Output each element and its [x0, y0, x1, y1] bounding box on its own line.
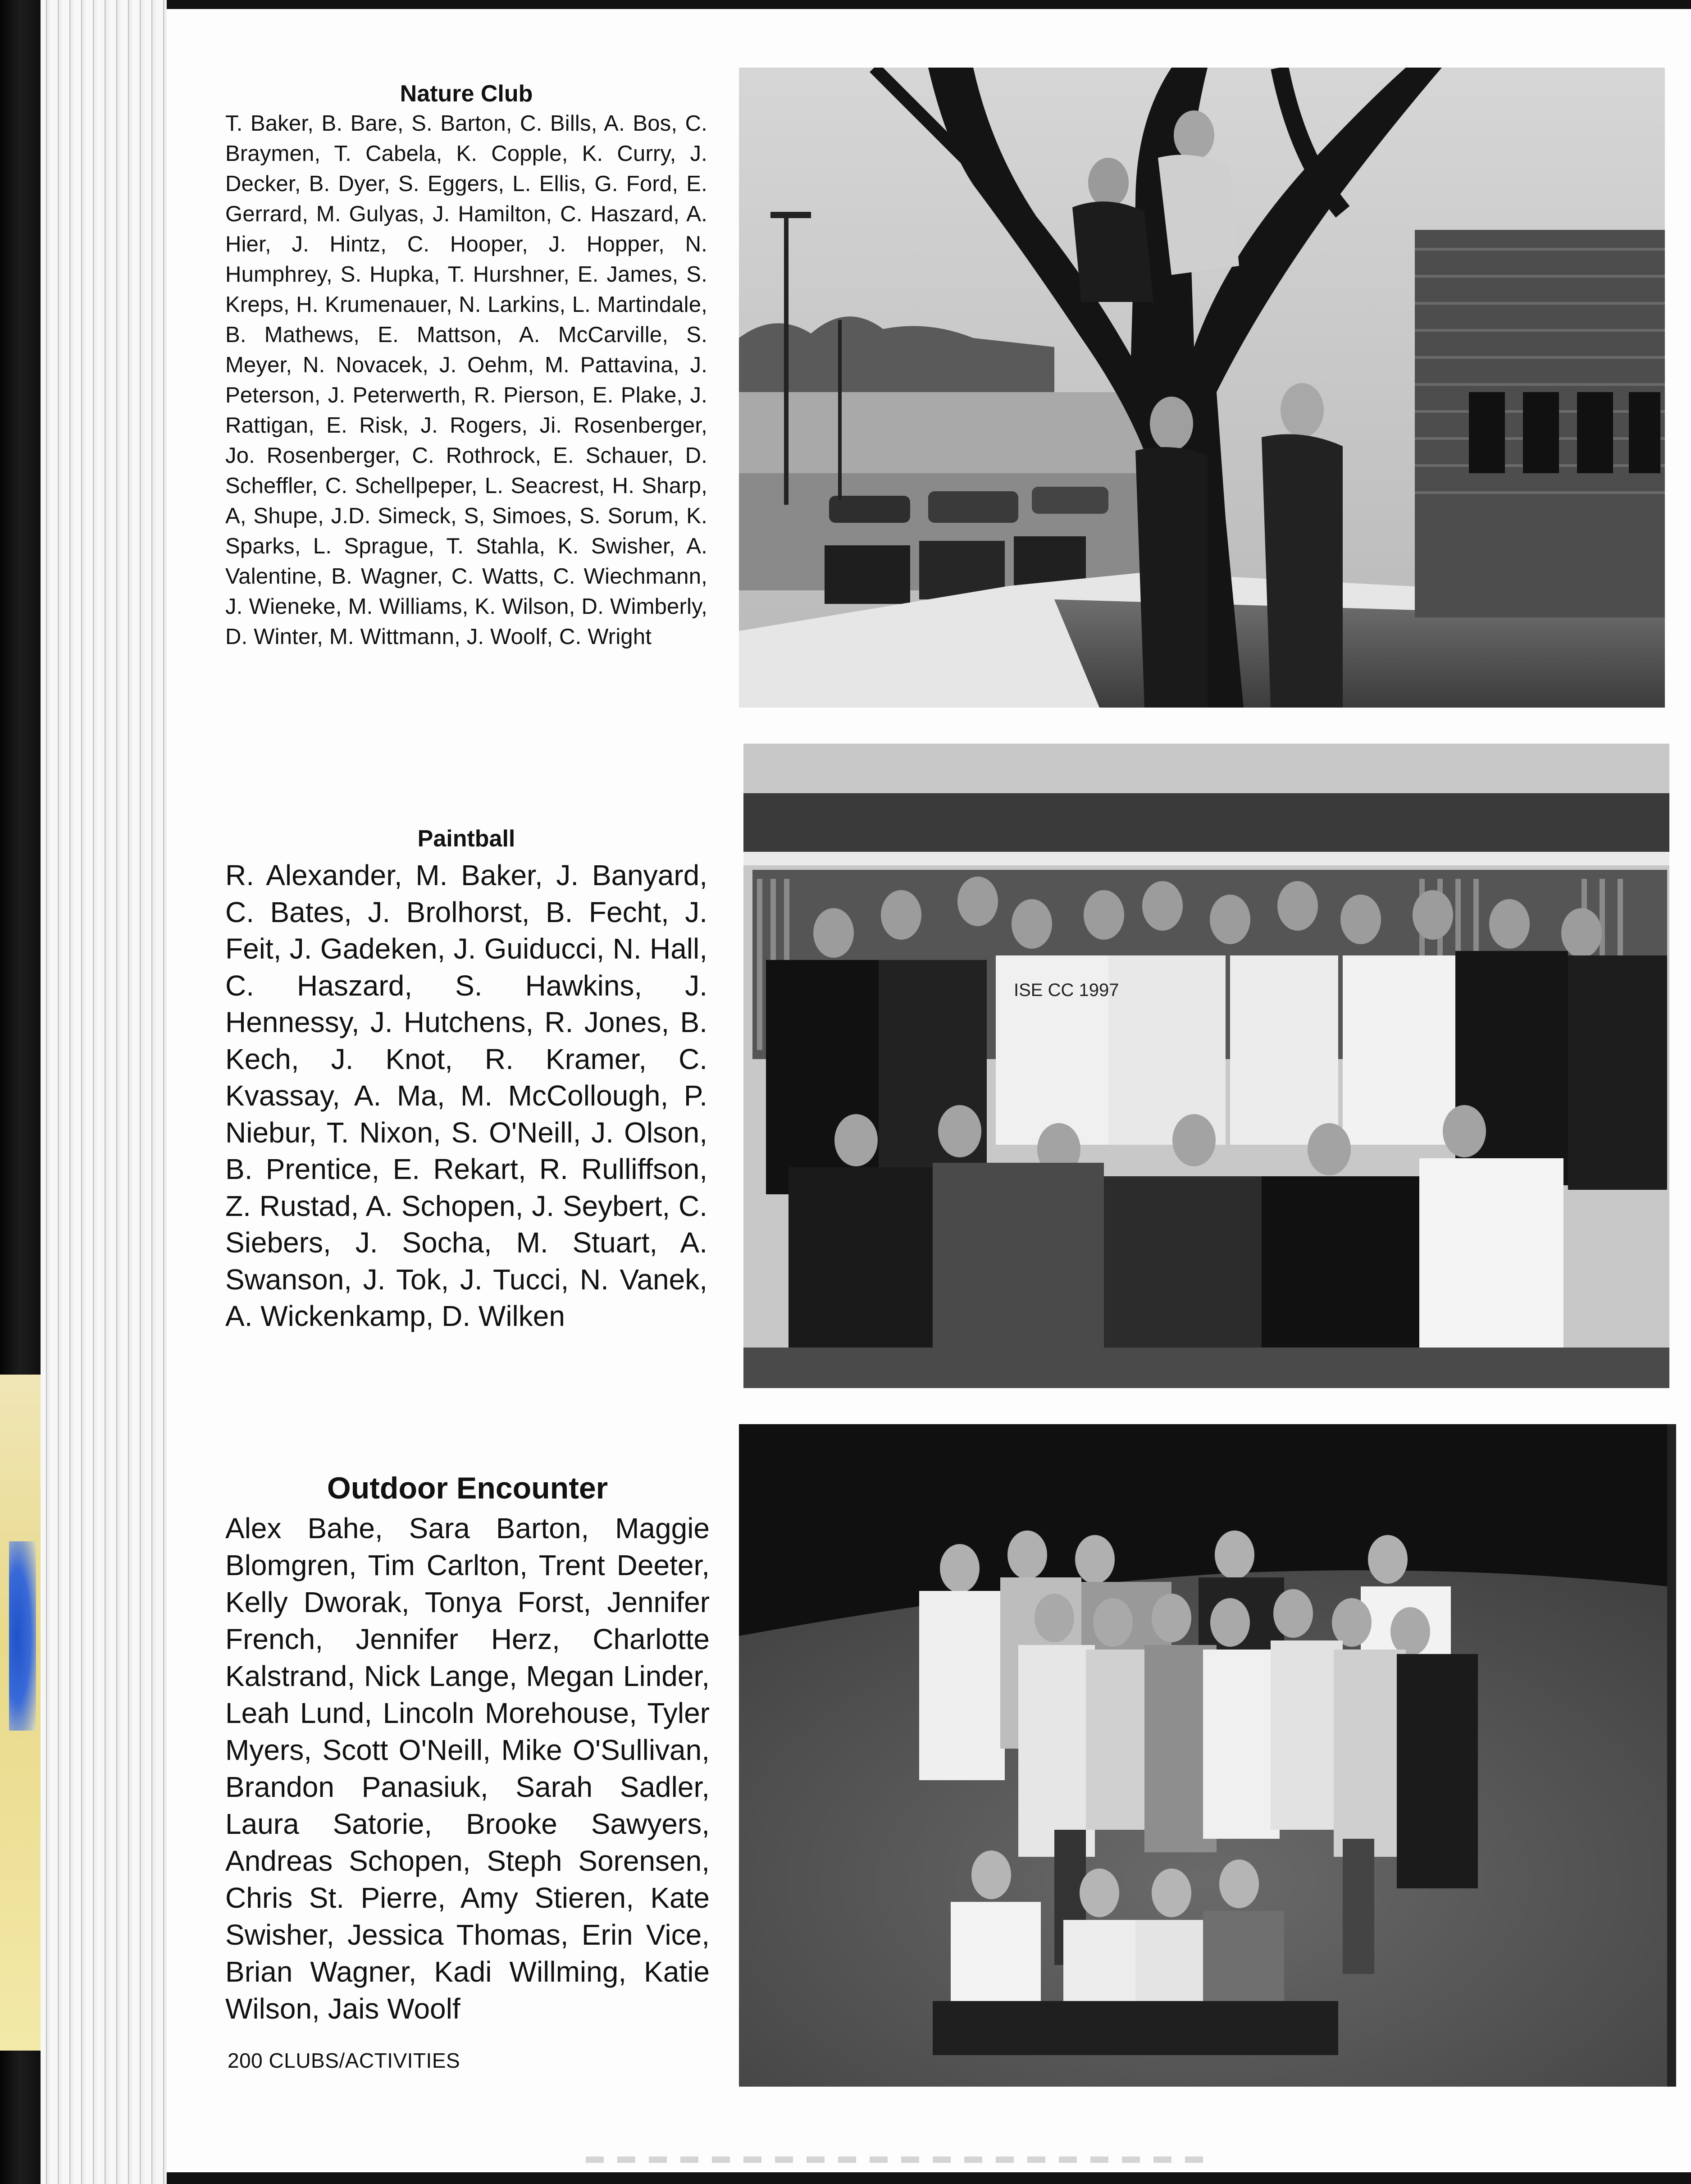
paintball-section — [225, 820, 707, 1335]
page-stack — [41, 0, 171, 2184]
page-edge-blue-mark — [9, 1541, 36, 1731]
nature-club-section — [225, 79, 707, 652]
page-number-footer: 200 CLUBS/ACTIVITIES — [228, 2049, 460, 2072]
paintball-photo — [743, 744, 1669, 1388]
nature-club-roster: T. Baker, B. Bare, S. Barton, C. Bills, A. Bos, C. Braymen, T. Cabela, K. Copple, K. Curry, J. Decker, B. Dyer, S. Eggers, L. Ellis, G. Ford, E. Gerrard, M. Gulyas, J. Hamilton, C. Haszard, A. Hier, J. Hintz, C. Hooper, J. Hopper, N. Humphrey, S. Hupka, T. Hurshner, E. James, S. Kreps, H. Krumenauer, N. Larkins, L. Martindale, B. Mathews, E. Mattson, A. McCarville, S. Meyer, N. Novacek, J. Oehm, M. Pattavina, J. Peterson, J. Peterwerth, R. Pierson, E. Plake, J. Rattigan, E. Risk, J. Rogers, Ji. Rosenberger, Jo. Rosenberger, C. Rothrock, E. Schauer, D. Scheffler, C. Schellpeper, L. Seacrest, H. Sharp, A, Shupe, J.D. Simeck, S, Simoes, S. Sorum, K. Sparks, L. Sprague, T. Stahla, K. Swisher, A. Valentine, B. Wagner, C. Watts, C. Wiechmann, J. Wieneke, M. Williams, K. Wilson, D. Wimberly, D. Winter, M. Wittmann, J. Woolf, C. Wright — [225, 111, 707, 649]
nature-club-photo — [739, 68, 1665, 708]
outdoor-encounter-roster: Alex Bahe, Sara Barton, Maggie Blomgren, Tim Carlton, Trent Deeter, Kelly Dworak, Tonya Forst, Jennifer French, Jennifer Herz, Charlotte Kalstrand, Nick Lange, Megan Linder, Leah Lund, Lincoln Morehouse, Tyler Myers, Scott O'Neill, Mike O'Sullivan, Brandon Panasiuk, Sarah Sadler, Laura Satorie, Brooke Sawyers, Andreas Schopen, Steph Sorensen, Chris St. Pierre, Amy Stieren, Kate Swisher, Jessica Thomas, Erin Vice, Brian Wagner, Kadi Willming, Katie Wilson, Jais Woolf — [225, 1512, 710, 2025]
outdoor-encounter-photo — [739, 1424, 1667, 2087]
outdoor-encounter-heading: Outdoor Encounter — [327, 1471, 608, 1505]
paintball-roster: R. Alexander, M. Baker, J. Banyard, C. Bates, J. Brolhorst, B. Fecht, J. Feit, J. Gadeken, J. Guiducci, N. Hall, C. Haszard, S. Hawkins, J. Hennessy, J. Hutchens, R. Jones, B. Kech, J. Knot, R. Kramer, C. Kvassay, A. Ma, M. McCollough, P. Niebur, T. Nixon, S. O'Neill, J. Olson, B. Prentice, E. Rekart, R. Rulliffson, Z. Rustad, A. Schopen, J. Seybert, C. Siebers, J. Socha, M. Stuart, A. Swanson, J. Tok, J. Tucci, N. Vanek, A. Wickenkamp, D. Wilken — [225, 859, 707, 1332]
nature-club-heading: Nature Club — [400, 81, 533, 107]
scan-artifact — [586, 2157, 1217, 2163]
photo-right-border — [1667, 1424, 1676, 2087]
top-border — [167, 0, 1691, 9]
outdoor-encounter-section — [225, 1467, 710, 2027]
shirt-print-text: ISE CC 1997 — [1014, 980, 1119, 1000]
paintball-heading: Paintball — [417, 826, 515, 852]
bottom-border — [167, 2172, 1691, 2184]
